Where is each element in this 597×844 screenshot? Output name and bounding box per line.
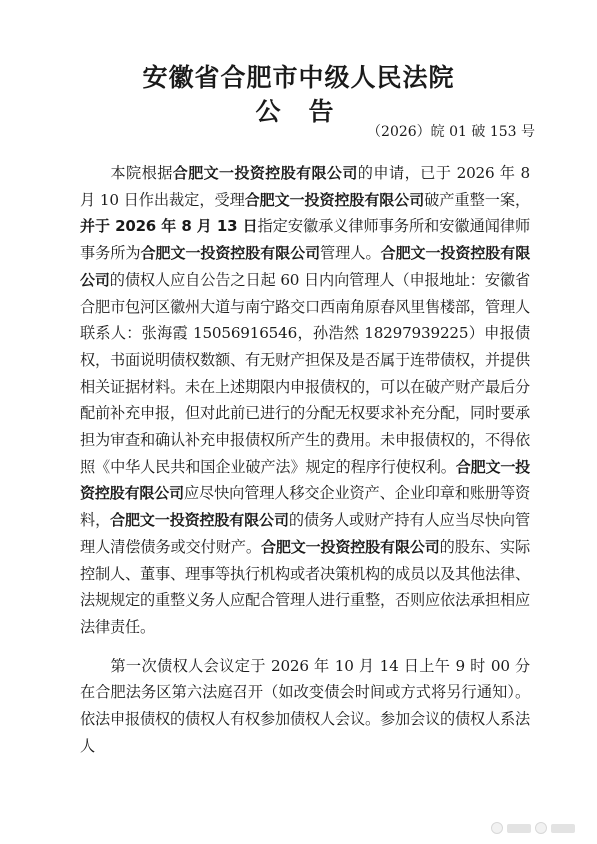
watermark-logo-icon	[491, 822, 503, 834]
case-number: （2026）皖 01 破 153 号	[367, 124, 535, 140]
document-type: 公告	[255, 97, 362, 126]
court-name: 安徽省合肥市中级人民法院	[142, 63, 455, 92]
watermark-avatar-icon	[535, 822, 547, 834]
text-segment: 的债务人或财产持有人应当尽快向管理人清偿债务或交付财产。	[80, 511, 530, 556]
text-segment: 本院根据	[110, 164, 173, 182]
text-segment: 应尽快向管理人移交企业资产、企业印章和账册等资料，	[80, 484, 530, 530]
text-segment: 第一次债权人会议定于 2026 年 10 月 14 日上午 9 时 00 分在合肥法务区第六法庭召开（如改变债会时间或方式将另行通知）。依法申报债权的债权人有权参加债权人会议。参加会议的债权人系法人	[80, 656, 530, 755]
bold-text-segment: 并于 2026 年 8 月 13 日	[80, 217, 258, 236]
text-segment: 指定安徽承义律师事务所和安徽通闻律师事务所为	[80, 217, 530, 263]
text-segment: 的申请，已于 2026 年 8 月 10 日作出裁定，受理	[80, 164, 531, 209]
bold-text-segment: 合肥文一投资控股有限公司	[172, 164, 358, 182]
text-segment: 破产重整一案，	[424, 190, 530, 209]
watermark-bar	[551, 824, 575, 833]
watermark	[491, 821, 575, 835]
bold-text-segment: 合肥文一投资控股有限公司	[244, 190, 425, 209]
bold-text-segment: 合肥文一投资控股有限公司	[80, 457, 530, 503]
text-segment: 的股东、实际控制人、董事、理事等执行机构或者决策机构的成员以及其他法律、法规规定的重整义务人应配合管理人进行重整，否则应依法承担相应法律责任。	[80, 537, 530, 636]
text-segment: 的债权人应自公告之日起 60 日内向管理人（申报地址：安徽省合肥市包河区徽州大道与南宁路交口西南角原春风里售楼部，管理人联系人：张海霞 15056916546，孙浩然 18297939225）申报债权，书面说明债权数额、有无财产担保及是否属于连带债权，并提供相关证据材料。未在上述期限内申报债权的，可以在破产财产最后分配前补充申报，但对此前已进行的分配无权要求补充分配，同时要承担为审查和确认补充申报债权所产生的费用。未申报债权的，不得依照《中华人民共和国企业破产法》规定的程序行使权利。	[80, 270, 530, 476]
text-segment: 管理人。	[320, 244, 381, 263]
announcement-body	[80, 160, 530, 759]
watermark-bar	[507, 824, 531, 833]
bold-text-segment: 合肥文一投资控股有限公司	[140, 244, 321, 263]
bold-text-segment: 合肥文一投资控股有限公司	[110, 511, 289, 530]
paragraph	[80, 653, 530, 760]
bold-text-segment: 合肥文一投资控股有限公司	[80, 244, 530, 289]
paragraph	[80, 160, 530, 641]
bold-text-segment: 合肥文一投资控股有限公司	[260, 537, 440, 556]
